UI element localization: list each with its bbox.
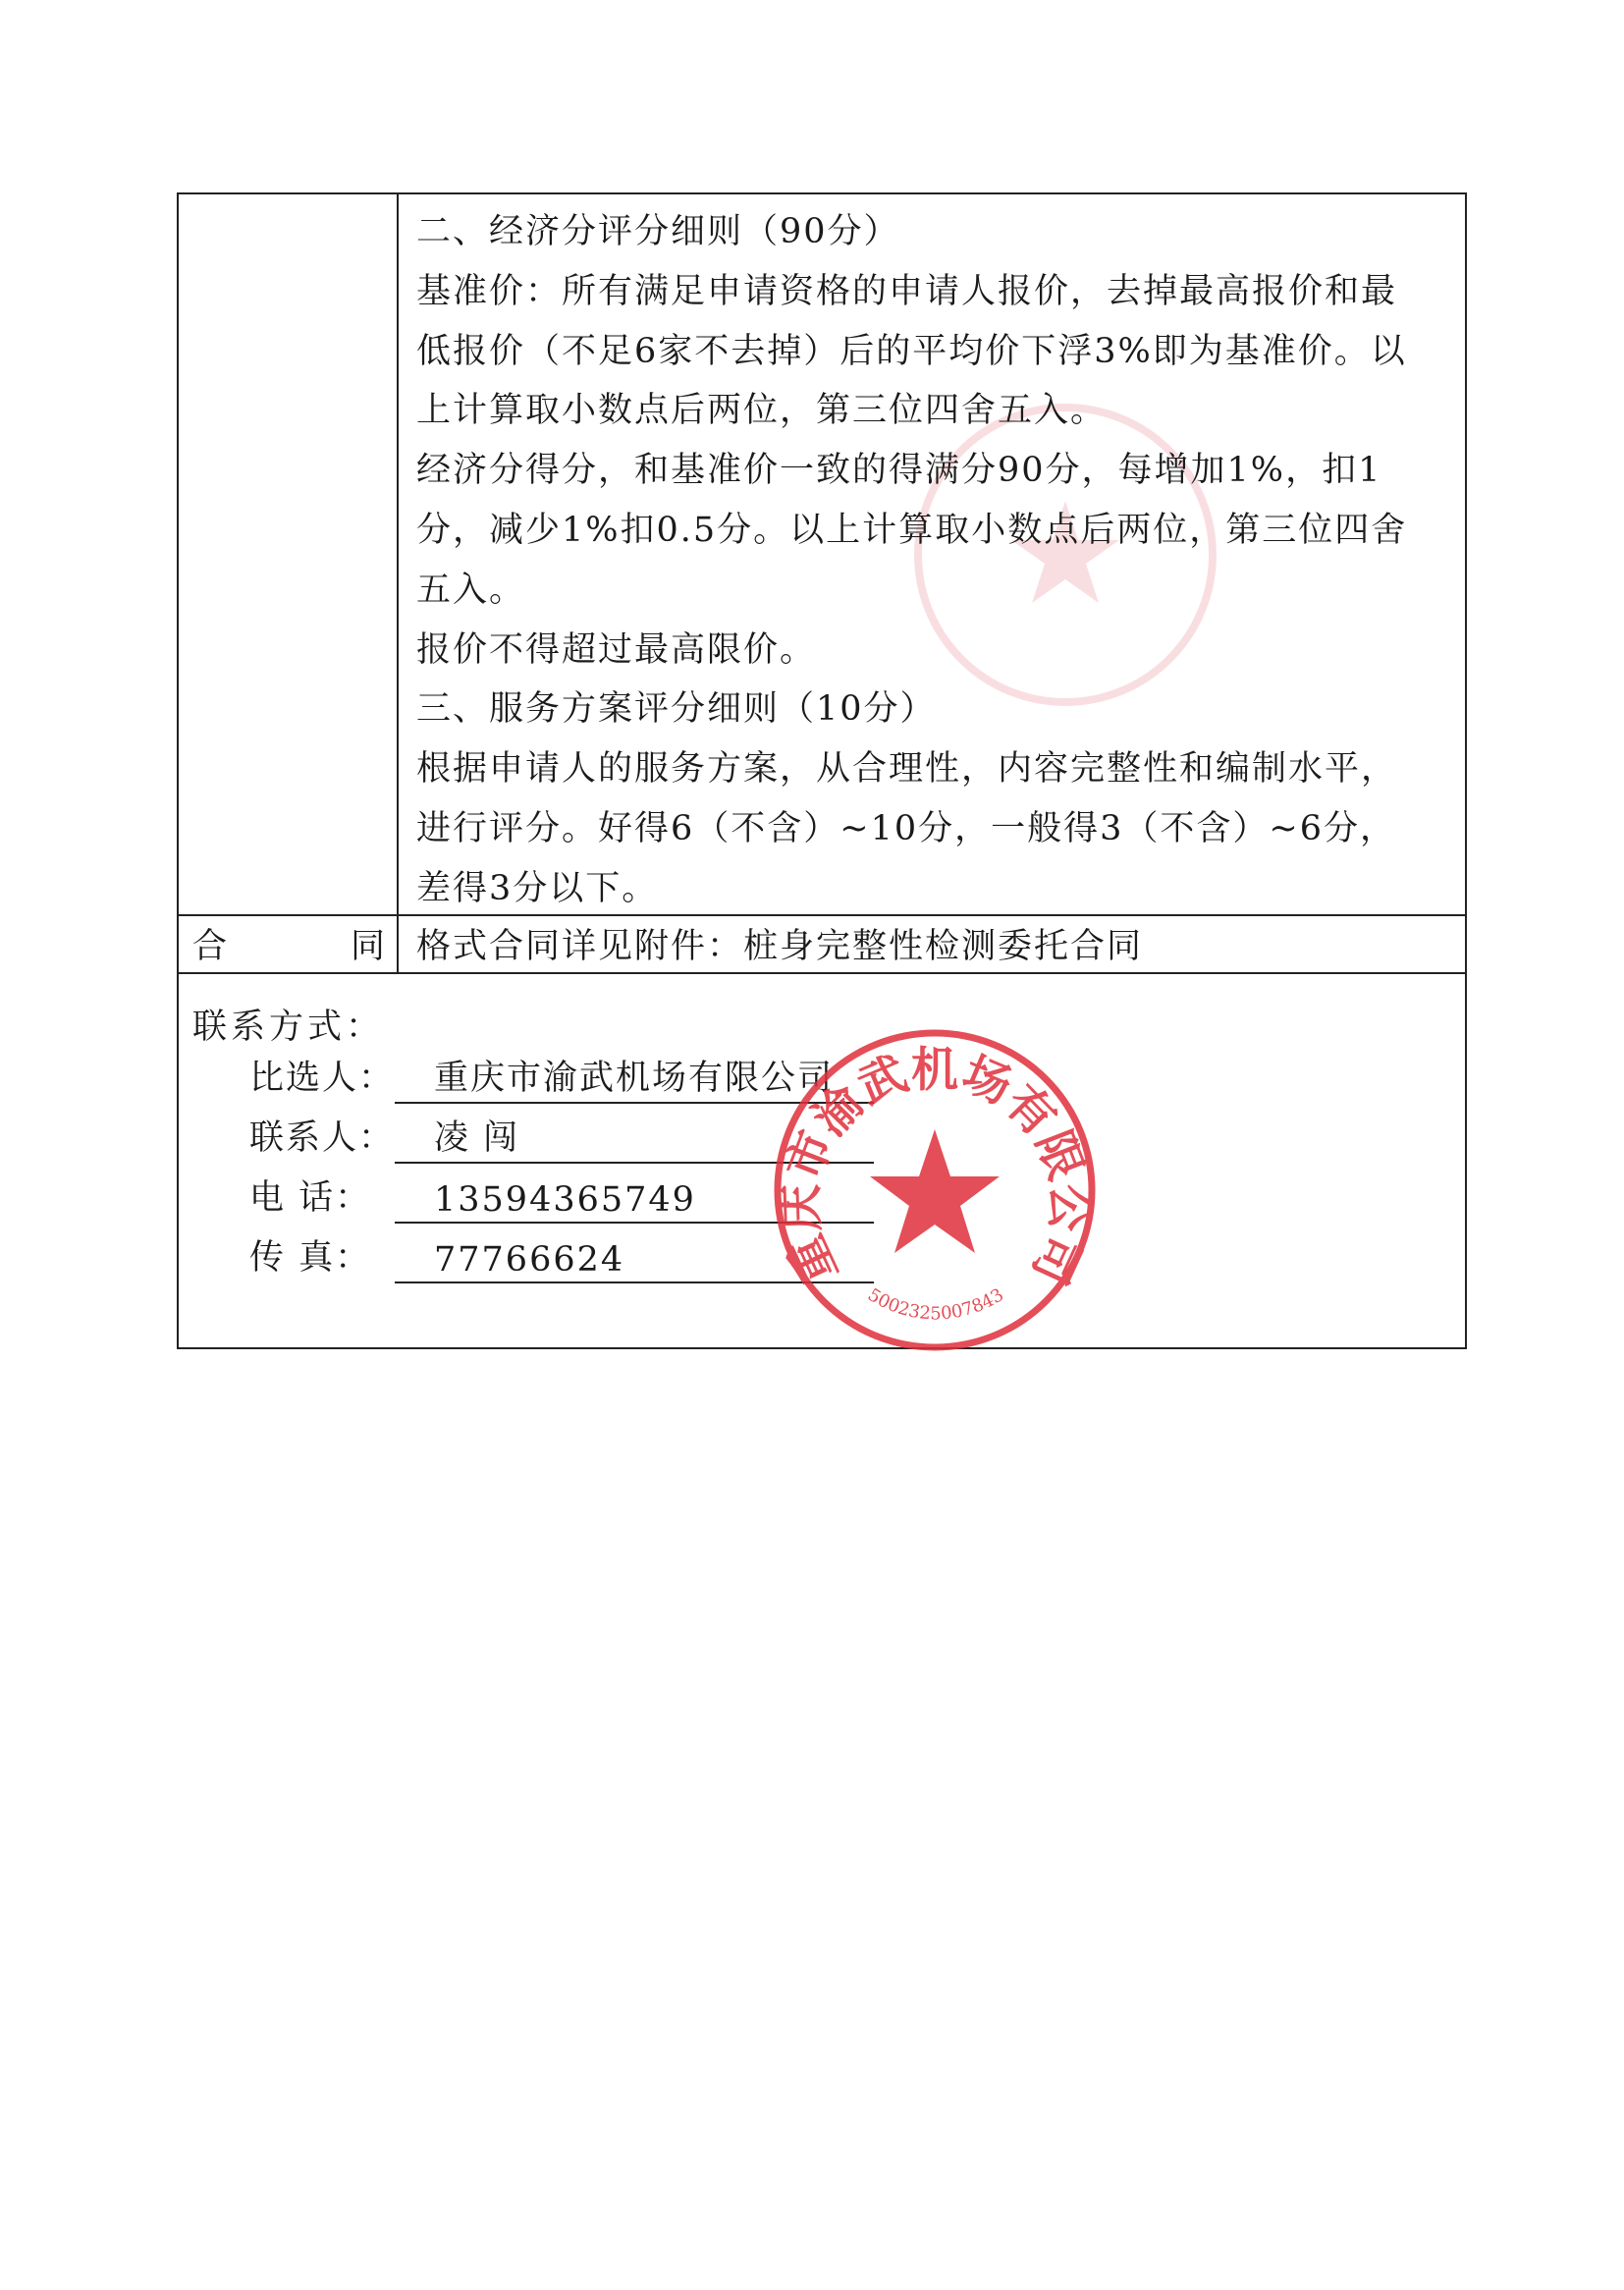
person-value: 凌 闯 [434,1118,520,1158]
contact-title: 联系方式： [192,1008,385,1047]
seal-text: 重庆市渝武机场有限公司 [773,1042,1097,1293]
service-line: 根据申请人的服务方案，从合理性，内容完整性和编制水平， [416,749,1398,790]
scoring-content [416,202,1457,919]
benchmark-line: 低报价（不足6家不去掉）后的平均价下浮3%即为基准价。以 [416,331,1407,371]
economic-heading: 二、经济分评分细则（90分） [416,212,900,251]
phone-value: 13594365749 [434,1180,696,1220]
service-line: 进行评分。好得6（不含）~10分，一般得3（不含）~6分， [416,808,1396,848]
person-label: 联系人： [249,1118,396,1158]
fax-value: 77766624 [434,1240,625,1280]
contract-label-right: 同 [350,926,385,966]
company-seal [768,1023,1102,1357]
column-divider [397,914,399,972]
price-limit-text: 报价不得超过最高限价。 [416,629,817,670]
service-line: 差得3分以下。 [416,868,659,908]
selector-label: 比选人： [249,1059,396,1098]
selector-value: 重庆市渝武机场有限公司 [434,1059,835,1098]
scoring-row [179,194,1465,916]
column-divider [397,194,399,914]
benchmark-line: 基准价：所有满足申请资格的申请人报价，去掉最高报价和最 [416,271,1398,311]
star-icon [870,1129,1000,1253]
economic-score-line: 五入。 [416,570,526,610]
contract-label-left: 合 [192,926,228,966]
economic-score-line: 分，减少1%扣0.5分。以上计算取小数点后两位，第三位四舍 [416,510,1408,550]
contract-text: 格式合同详见附件：桩身完整性检测委托合同 [416,926,1144,966]
economic-score-line: 经济分得分，和基准价一致的得满分90分，每增加1%，扣1 [416,451,1382,491]
contract-row [179,914,1465,974]
benchmark-line: 上计算取小数点后两位，第三位四舍五入。 [416,391,1108,431]
contract-label [192,914,385,972]
seal-code: 5002325007843 [864,1284,1007,1325]
service-heading: 三、服务方案评分细则（10分） [416,689,937,730]
fax-label: 传 真： [249,1238,372,1278]
phone-label: 电 话： [249,1178,372,1218]
